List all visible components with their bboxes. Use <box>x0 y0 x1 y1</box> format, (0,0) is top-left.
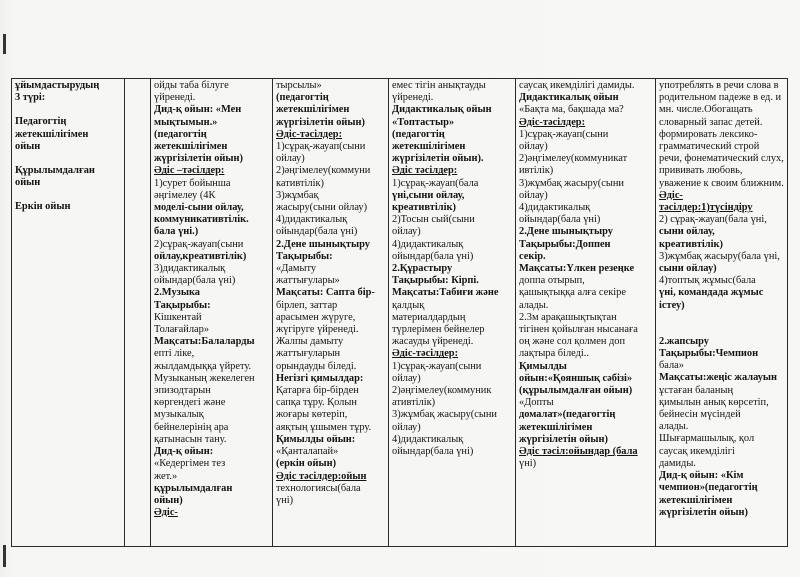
text-line: ұстаған баланың <box>659 384 734 396</box>
text-line: үні, командада жұмыс <box>659 287 764 299</box>
text-line: уважение к своим ближним. <box>659 177 784 189</box>
text-line: ойлау) <box>392 372 421 384</box>
text-line: (педагогтің <box>276 92 329 104</box>
text-line: тігінен қойылған нысанаға <box>519 324 638 336</box>
text-line: 1)сұрақ-жауап(бала <box>392 177 479 189</box>
text-line: жетекшілігімен <box>15 128 89 140</box>
text-line: үйренеді. <box>154 92 196 104</box>
text-line: үні,сыни ойлау, <box>392 189 465 201</box>
text-line: Қимылды ойын: <box>276 433 356 445</box>
text-line: жаттығулары» <box>276 275 340 287</box>
text-line: жүргізілетін ойын) <box>276 116 365 128</box>
text-line: «Топтастыр» <box>392 116 455 128</box>
text-line: кативтілік) <box>276 177 324 189</box>
text-line: саусақ икемділігі <box>659 445 735 457</box>
text-line: әңгімелеу (4К <box>154 189 216 201</box>
text-line: Әдіс тәсілдер:ойын <box>276 470 367 482</box>
text-line: Еркін ойын <box>15 201 71 213</box>
text-line: ойындар(бала үні) <box>519 214 601 226</box>
text-line: родительном падеже в ед. и <box>659 92 782 104</box>
text-line: музыкалық <box>154 409 204 421</box>
text-line: құрылымдалған <box>154 482 233 494</box>
binder-mark-bottom <box>3 545 6 567</box>
text-line: Қимылды <box>519 360 567 372</box>
text-line: Әдіс- <box>659 189 683 201</box>
text-line: креативтілік) <box>392 202 456 214</box>
text-line: «Кедергімен тез <box>154 458 226 470</box>
text-line: жетекшілігімен <box>659 494 733 506</box>
text-line: жаттығуларын <box>276 348 341 360</box>
text-line: үні) <box>276 494 294 506</box>
text-line: лақтыра біледі.. <box>519 348 589 360</box>
text-line: ойын <box>15 177 41 189</box>
text-line: 1)сұрақ-жауап(сыни <box>276 141 366 153</box>
text-line: Мақсаты:Балаларды <box>154 336 255 348</box>
table-row <box>12 79 788 547</box>
text-line: Дид-қ ойын: <box>154 446 214 458</box>
text-line: жет.» <box>154 470 178 482</box>
text-line: жетекшілігімен <box>154 141 228 153</box>
text-line: жүгіруге үйренеді. <box>276 324 359 336</box>
text-line: епті ліке, <box>154 348 195 360</box>
text-line: «Қанталапай» <box>276 446 339 458</box>
text-line: сыни ойлау) <box>659 263 717 275</box>
text-line: (педагогтің <box>154 128 207 140</box>
text-line: Кішкентай <box>154 311 202 323</box>
text-line: жүргізілетін ойын). <box>392 153 484 165</box>
text-line: ойлау) <box>276 153 305 165</box>
wednesday-cell <box>389 79 516 547</box>
text-line: Толағайлар» <box>154 324 210 336</box>
text-line: Әдіс тәсіл:ойындар (бала <box>519 446 638 458</box>
text-line: ұйымдастырудың <box>15 80 100 91</box>
text-line: ойын <box>15 140 41 152</box>
text-line: 2.3м арақашықтықтан <box>519 311 617 323</box>
text-line: 4)топтық жұмыс(бала <box>659 275 756 287</box>
text-line: «Дамыту <box>276 263 317 275</box>
text-line: «Допты <box>519 397 554 409</box>
text-line: 1)сурет бойынша <box>154 177 231 189</box>
friday-cell <box>656 79 788 547</box>
text-line: бейнелерінің ара <box>154 421 229 433</box>
text-line: жүргізілетін ойын) <box>519 433 608 445</box>
text-line: Тақырыбы: <box>154 299 211 311</box>
text-line: (еркін ойын) <box>276 458 337 470</box>
text-line: 3)жұмбақ жасыру(бала үні, <box>659 250 780 262</box>
text-line: қатынасын тану. <box>154 433 227 445</box>
text-line: жетекшілігімен <box>392 141 466 153</box>
text-line: арасымен жүруге, <box>276 311 356 323</box>
text-line: ойындар(бала үні) <box>392 250 474 262</box>
text-line: секір. <box>519 250 546 262</box>
text-line: ойлау) <box>392 226 421 238</box>
text-line: прививать любовь, <box>659 165 743 177</box>
text-line: ойындар(бала үні) <box>276 226 358 238</box>
text-line: жүргізілетін ойын) <box>154 153 243 165</box>
text-line: Дид-қ ойын: «Мен <box>154 104 242 116</box>
text-line: Негізгі қимылдар: <box>276 372 364 384</box>
text-line: бала» <box>659 360 684 372</box>
text-line: речи, фонематический слух, <box>659 153 784 165</box>
line-gap <box>15 153 121 165</box>
text-line: Мақсаты:жеңіс жалауын <box>659 372 778 384</box>
text-line: ойлау,креативтілік) <box>154 250 247 262</box>
text-line: ойлау) <box>519 189 548 201</box>
text-line: ойын) <box>154 494 183 506</box>
text-line: креативтілік) <box>659 238 723 250</box>
text-line: үйренеді. <box>392 92 434 104</box>
text-line: істеу) <box>659 299 685 311</box>
text-line: 3)жұмбақ <box>276 189 319 201</box>
text-line: Әдіс-тәсілдер: <box>392 348 459 360</box>
text-line: алады. <box>659 421 689 433</box>
text-line: Тақырыбы: <box>276 250 333 262</box>
line-gap <box>15 189 121 201</box>
text-line: эпизодтарын <box>154 385 211 397</box>
tuesday-cell <box>273 79 389 547</box>
text-line: Дидактикалық ойын <box>519 92 619 104</box>
text-line: ойлау) <box>519 141 548 153</box>
text-line: 1)сұрақ-жауап(сыни <box>519 128 609 140</box>
text-line: Әдіс- <box>154 507 178 519</box>
text-line: сыни ойлау, <box>659 226 715 238</box>
text-line: Әдіс-тәсілдер: <box>519 116 586 128</box>
text-line: мн. числе.Обогащать <box>659 104 753 116</box>
text-line: бейнесін мүсіндей <box>659 409 741 421</box>
text-line: жүргізілетін ойын) <box>659 506 748 518</box>
text-line: Музыканың жекелеген <box>154 372 255 384</box>
text-line: ойлау) <box>392 421 421 433</box>
text-line: грамматический строй <box>659 141 760 153</box>
text-line: 3)дидактикалық <box>154 263 226 275</box>
text-line: чемпион»(педагогтің <box>659 482 758 494</box>
text-line: ойын:«Қояншық сәбізі» <box>519 372 633 384</box>
text-line: 2.жапсыру <box>659 335 709 347</box>
text-line: 2.Дене шынықтыру <box>519 226 613 238</box>
text-line: словарный запас детей. <box>659 116 763 128</box>
text-line: сапқа тұру. Қолын <box>276 397 357 409</box>
text-line: доппа отырып, <box>519 275 585 287</box>
text-line: 4)дидактикалық <box>392 433 464 445</box>
text-line: ойындар(бала үні) <box>392 446 474 458</box>
text-line: Қатарға бір-бірден <box>276 385 359 397</box>
text-line: ойындар(бала үні) <box>154 275 236 287</box>
text-line: дамиды. <box>659 457 696 469</box>
text-line: Мақсаты:Үлкен резеңке <box>519 263 635 275</box>
text-line: 1)сұрақ-жауап(сыни <box>392 360 482 372</box>
activity-types-cell <box>12 79 125 547</box>
text-line: оң және сол қолмен доп <box>519 336 626 348</box>
text-line: 3 түрі: <box>15 92 46 104</box>
text-line: 2) сұрақ-жауап(бала үні, <box>659 214 767 226</box>
text-line: (педагогтің <box>392 128 445 140</box>
text-line: ивтілік) <box>519 165 554 177</box>
text-line: 4)дидактикалық <box>392 238 464 250</box>
text-line: Дид-қ ойын: «Кім <box>659 470 744 482</box>
thursday-cell <box>516 79 656 547</box>
text-line: Дидактикалық ойын <box>392 104 492 116</box>
text-line: 2.Құрастыру <box>392 263 453 275</box>
text-line: формировать лексико- <box>659 128 758 140</box>
text-line: орындауды біледі. <box>276 360 357 372</box>
text-line: моделі-сыни ойлау, <box>154 202 244 214</box>
text-line: Мақсаты: Сапта бір- <box>276 287 375 299</box>
text-line: қашықтыққа алға секіре <box>519 287 626 299</box>
text-line: 4)дидактикалық <box>276 214 348 226</box>
text-line: 3)жұмбақ жасыру(сыни <box>392 409 497 421</box>
text-line: жетекшілігімен <box>276 104 350 116</box>
text-line: қалдық <box>392 299 425 311</box>
text-line: Жалпы дамыту <box>276 336 344 348</box>
text-line: технологиясы(бала <box>276 482 361 494</box>
text-line: жылдамдыққа үйрету. <box>154 360 252 372</box>
text-line: аяқтың ұшымен тұру. <box>276 421 372 433</box>
text-line: 2)әңгімелеу(коммуник <box>392 385 492 397</box>
text-line: Құрылымдалған <box>15 165 95 177</box>
text-line: 2)әңгімелеу(коммуни <box>276 165 371 177</box>
text-line: Әдіс тәсілдер: <box>392 165 458 177</box>
text-line: Тақырыбы:Доппен <box>519 238 611 250</box>
text-line: түрлерімен бейнелер <box>392 324 485 336</box>
text-line: употреблять в речи слова в <box>659 80 779 91</box>
text-line: ативтілік) <box>392 397 436 409</box>
monday-cell <box>151 79 273 547</box>
text-line: тырсылы» <box>276 80 322 91</box>
line-gap <box>15 104 121 116</box>
text-line: жасыру(сыни ойлау) <box>276 202 368 214</box>
text-line: Әдіс –тәсілдер: <box>154 165 225 177</box>
empty-narrow-cell <box>125 79 151 547</box>
text-line: жетекшілігімен <box>519 421 593 433</box>
text-line: 3)жұмбақ жасыру(сыни <box>519 177 624 189</box>
text-line: (құрылымдалған ойын) <box>519 385 633 397</box>
text-line: Тақырыбы:Чемпион <box>659 348 759 360</box>
text-line: 2)Тосын сый(сыни <box>392 214 475 226</box>
binder-mark-top <box>3 34 6 54</box>
text-line: тәсілдер:1)түсіндіру <box>659 202 753 214</box>
text-line: 2.Музыка <box>154 287 200 299</box>
text-line: 4)дидактикалық <box>519 202 591 214</box>
text-line: «Бақта ма, бақшада ма? <box>519 104 624 116</box>
lesson-plan-table <box>11 78 788 547</box>
text-line: коммуникативтілік. <box>154 214 249 226</box>
text-line: жоғары көтеріп, <box>276 409 348 421</box>
text-line: 2)сұрақ-жауап(сыни <box>154 238 244 250</box>
text-line: ойды таба білуге <box>154 80 229 91</box>
text-line: мықтымын.» <box>154 116 218 128</box>
text-line: жасауды үйренеді. <box>392 336 474 348</box>
text-line: домалат»(педагогтің <box>519 409 616 421</box>
text-line: Шығармашылық, қол <box>659 433 755 445</box>
text-line: алады. <box>519 299 549 311</box>
text-line: қимылын анық көрсетіп, <box>659 396 769 408</box>
text-line: Тақырыбы: Кірпі. <box>392 275 479 287</box>
line-gap <box>659 312 784 336</box>
text-line: емес тігін анықтауды <box>392 80 486 91</box>
text-line: бала үні.) <box>154 226 199 238</box>
text-line: көргендегі және <box>154 397 226 409</box>
text-line: 2.Дене шынықтыру <box>276 238 370 250</box>
text-line: Әдіс-тәсілдер: <box>276 128 343 140</box>
text-line: 2)әңгімелеу(коммуникат <box>519 153 628 165</box>
text-line: Мақсаты:Табиғи және <box>392 287 499 299</box>
text-line: бірлеп, заттар <box>276 299 338 311</box>
text-line: саусақ икемділігі дамиды. <box>519 80 635 91</box>
text-line: үні) <box>519 458 537 470</box>
text-line: материалдардың <box>392 311 466 323</box>
text-line: Педагогтің <box>15 116 67 128</box>
